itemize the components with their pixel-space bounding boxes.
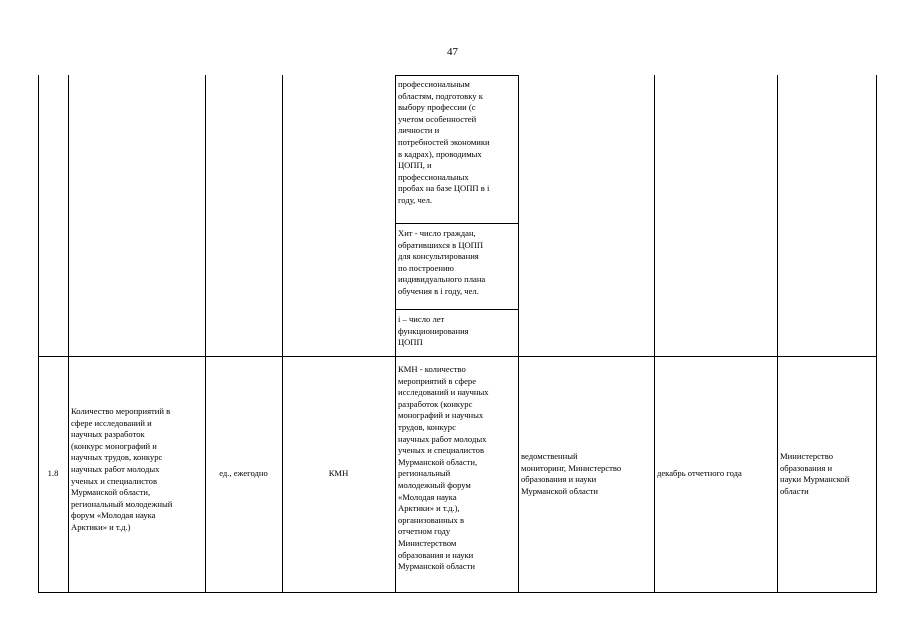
table-col-divider xyxy=(654,75,655,593)
data-source: ведомственный мониторинг, Министерство образования и науки Мурманской области xyxy=(521,451,622,496)
table-border-bottom xyxy=(38,592,877,593)
table-border-left xyxy=(38,75,39,593)
formula-cell-divider xyxy=(395,309,519,310)
formula-part-1: профессиональным областям, подготовку к выбору профессии (с учетом особенностей личности и потребностей экономики в кадрах), проводимых ЦОПП, и профессиональных пробах на базе ЦОПП в i году, чел. xyxy=(398,79,490,205)
table-col-divider xyxy=(777,75,778,593)
formula-cell-top xyxy=(395,75,519,76)
table-col-divider xyxy=(205,75,206,593)
table-col-divider xyxy=(518,75,519,593)
row-divider xyxy=(38,356,877,357)
table-border-right xyxy=(876,75,877,593)
table-col-divider xyxy=(395,75,396,593)
table-col-divider xyxy=(282,75,283,593)
page-number: 47 xyxy=(447,46,458,58)
responsible-body: Министерство образования и науки Мурманской области xyxy=(780,451,850,496)
formula-part-3: i – число лет функционирования ЦОПП xyxy=(398,314,469,348)
table-col-divider xyxy=(68,75,69,593)
reporting-deadline: декабрь отчетного года xyxy=(657,468,742,478)
calculation-formula: КМН - количество мероприятий в сфере исследований и научных разработок (конкурс монографий и научных трудов, конкурс научных работ молодых ученых и специалистов Мурманской области, региональный молодежный форум «Молодая наука Арктики» и т.д.), организованных в отчетном году Министерством образования и науки Мурманской области xyxy=(398,364,489,572)
indicator-symbol: КМН xyxy=(328,468,349,478)
indicator-name: Количество мероприятий в сфере исследований и научных разработок (конкурс монографий и научных трудов, конкурс научных работ молодых ученых и специалистов Мурманской области, региональный молодежный форум «Молодая наука Арктики» и т.д.) xyxy=(71,406,173,532)
row-number: 1.8 xyxy=(47,468,59,478)
unit-of-measure: ед., ежегодно xyxy=(219,468,268,478)
formula-part-2: Хит - число граждан, обратившихся в ЦОПП для консультирования по построению индивидуального плана обучения в i году, чел. xyxy=(398,228,486,296)
formula-cell-divider xyxy=(395,223,519,224)
